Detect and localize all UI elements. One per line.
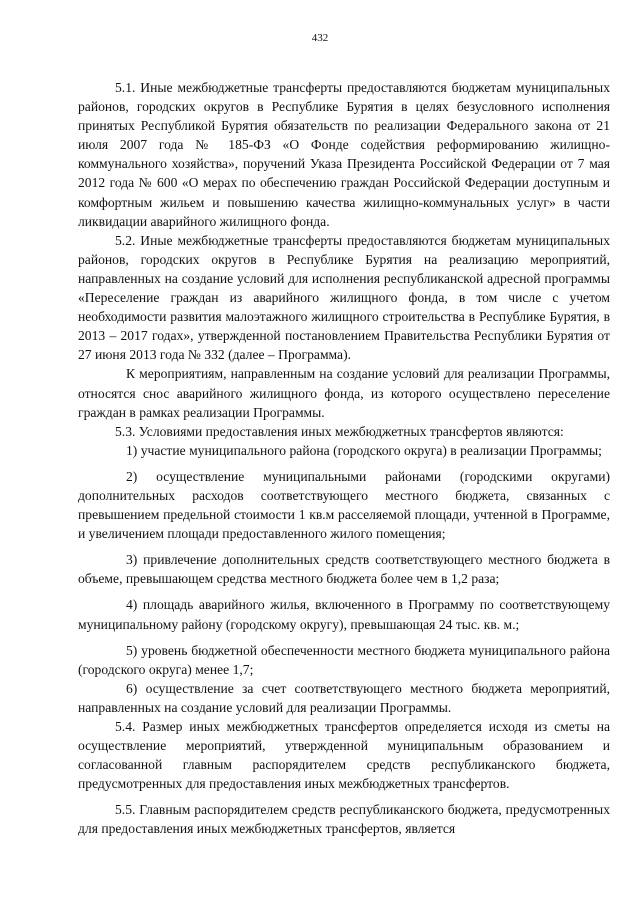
list-item-condition-6: 6) осуществление за счет соответствующего местного бюджета мероприятий, направленных на создание условий для реализации Программы. [78, 680, 610, 715]
list-item-condition-2: 2) осуществление муниципальными районами (городскими округами) дополнительных расходов соответствующего местного бюджета, связанных с превышением предельной стоимости 1 кв.м расселяемой площади, учтенной в Программе, и увеличением площади предоставленного жилого помещения; [78, 468, 610, 542]
list-item-condition-3: 3) привлечение дополнительных средств соответствующего местного бюджета в объеме, превышающем средства местного бюджета более чем в 1,2 раза; [78, 552, 610, 587]
list-item-condition-4: 4) площадь аварийного жилья, включенного в Программу по соответствующему муниципальному району (городскому округу), превышающая 24 тыс. кв. м.; [78, 597, 610, 632]
paragraph-5-3: 5.3. Условиями предоставления иных межбюджетных трансфертов являются: [115, 423, 564, 439]
paragraph-measures: К мероприятиям, направленным на создание условий для реализации Программы, относятся снос аварийного жилищного фонда, из которого осуществлено переселение граждан в рамках реализации Программы. [78, 366, 610, 420]
list-item-condition-5: 5) уровень бюджетной обеспеченности местного бюджета муниципального района (городского округа) менее 1,7; [78, 642, 610, 677]
document-body [78, 78, 610, 839]
paragraph-5-5: 5.5. Главным распорядителем средств республиканского бюджета, предусмотренных для предоставления иных межбюджетных трансфертов, является [78, 802, 610, 837]
paragraph-5-4: 5.4. Размер иных межбюджетных трансфертов определяется исходя из сметы на осуществление мероприятий, утвержденной муниципальным образованием и согласованной главным распорядителем средств республиканского бюджета, предусмотренных для предоставления иных межбюджетных трансфертов. [78, 719, 610, 792]
paragraph-5-2: 5.2. Иные межбюджетные трансферты предоставляются бюджетам муниципальных районов, городских округов в Республике Бурятия на реализацию мероприятий, направленных на создание условий для исполнения республиканской адресной программы «Переселение граждан из аварийного жилищного фонда, в том числе с учетом необходимости развития малоэтажного жилищного строительства в Республике Бурятия, в 2013 – 2017 годах», утвержденной постановлением Правительства Республики Бурятия от 27 июня 2013 года № 332 (далее – Программа). [78, 232, 610, 363]
paragraph-5-1: 5.1. Иные межбюджетные трансферты предоставляются бюджетам муниципальных районов, городских округов в Республике Бурятия в целях безусловного исполнения принятых Республикой Бурятия обязательств по реализации Федерального закона от 21 июля 2007 года № 185-ФЗ «О Фонде содействия реформированию жилищно-коммунального хозяйства», поручений Указа Президента Российской Федерации от 7 мая 2012 года № 600 «О мерах по обеспечению граждан Российской Федерации доступным и комфортным жильем и повышению качества жилищно-коммунальных услуг» в части ликвидации аварийного жилищного фонда. [78, 80, 610, 229]
list-item-condition-1: 1) участие муниципального района (городского округа) в реализации Программы; [126, 442, 602, 458]
page-number: 432 [311, 32, 329, 44]
